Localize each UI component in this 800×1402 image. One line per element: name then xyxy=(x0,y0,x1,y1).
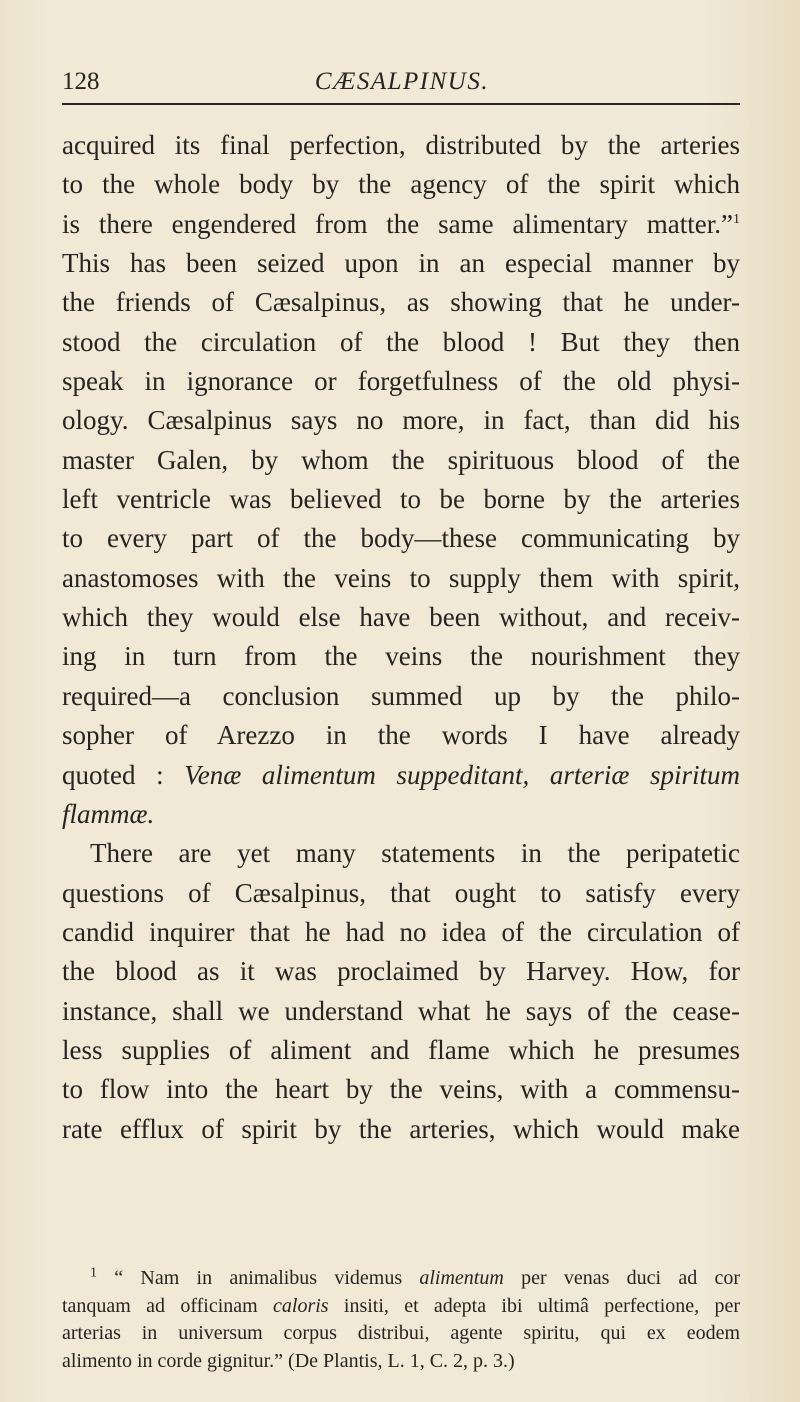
text-line: which they would else have been without, and receiv- xyxy=(62,602,740,633)
footnote-line: alimento in corde gignitur.” (De Plantis, L. 1, C. 2, p. 3.) xyxy=(62,1350,515,1373)
italic-word: alimentum xyxy=(419,1267,504,1289)
text-line: sopher of Arezzo in the words I have already xyxy=(62,720,740,751)
footnote-marker: 1 xyxy=(90,1265,97,1281)
running-title: CÆSALPINUS. xyxy=(314,68,490,95)
text-line: ology. Cæsalpinus says no more, in fact, than did his xyxy=(62,405,740,436)
text-line: rate efflux of spirit by the arteries, which would make xyxy=(62,1113,740,1144)
text-run: insiti, et adepta ibi ultimâ perfectione, per xyxy=(328,1294,740,1317)
text-line: This has been seized upon in an especial manner by xyxy=(62,248,740,279)
latin-quotation: Venæ alimentum suppeditant, arteriæ spiritum xyxy=(184,759,740,790)
text-run: is there engendered from the same alimentary matter.” xyxy=(62,208,733,239)
paragraph-start: There are yet many statements in the peripatetic xyxy=(90,838,740,869)
running-head xyxy=(62,62,742,106)
text-line: acquired its final perfection, distributed by the arteries xyxy=(62,130,740,160)
latin-quotation-end: flammæ. xyxy=(62,798,155,829)
text-line: to the whole body by the agency of the spirit which xyxy=(62,169,740,200)
text-line: left ventricle was believed to be borne by the arteries xyxy=(62,484,740,515)
footnote-reference: 1 xyxy=(733,211,740,227)
text-line: anastomoses with the veins to supply them with spirit, xyxy=(62,562,740,593)
text-run: per venas duci ad cor xyxy=(503,1267,740,1289)
text-line xyxy=(62,205,740,244)
text-line: required—a conclusion summed up by the philo- xyxy=(62,680,740,711)
text-line: the friends of Cæsalpinus, as showing that he under- xyxy=(62,287,740,318)
text-line: speak in ignorance or forgetfulness of the old physi- xyxy=(62,366,740,397)
text-line: master Galen, by whom the spirituous blood of the xyxy=(62,444,740,475)
footnote-line xyxy=(62,1293,740,1321)
page-number: 128 xyxy=(62,68,100,95)
text-line: stood the circulation of the blood ! But they then xyxy=(62,326,740,357)
text-line: questions of Cæsalpinus, that ought to satisfy every xyxy=(62,877,740,908)
footnote xyxy=(62,1265,740,1376)
text-run: quoted : xyxy=(62,759,185,790)
text-line: to every part of the body—these communicating by xyxy=(62,523,740,554)
text-line xyxy=(62,756,740,795)
text-line xyxy=(62,795,740,834)
text-line: less supplies of aliment and flame which he presumes xyxy=(62,1034,740,1065)
text-run: “ Nam in animalibus videmus xyxy=(97,1267,420,1289)
body-text xyxy=(62,126,740,1149)
footnote-line: arterias in universum corpus distribui, agente spiritu, qui ex eodem xyxy=(62,1322,740,1345)
italic-word: caloris xyxy=(273,1294,329,1317)
text-run: tanquam ad officinam xyxy=(62,1294,274,1317)
text-line: instance, shall we understand what he says of the cease- xyxy=(62,995,740,1026)
header-rule xyxy=(62,103,740,105)
footnote-line xyxy=(62,1265,740,1293)
text-line: the blood as it was proclaimed by Harvey. How, for xyxy=(62,956,740,987)
text-line: ing in turn from the veins the nourishment they xyxy=(62,641,740,672)
text-line: to flow into the heart by the veins, with a commensu- xyxy=(62,1074,740,1105)
text-line: candid inquirer that he had no idea of the circulation of xyxy=(62,916,740,947)
